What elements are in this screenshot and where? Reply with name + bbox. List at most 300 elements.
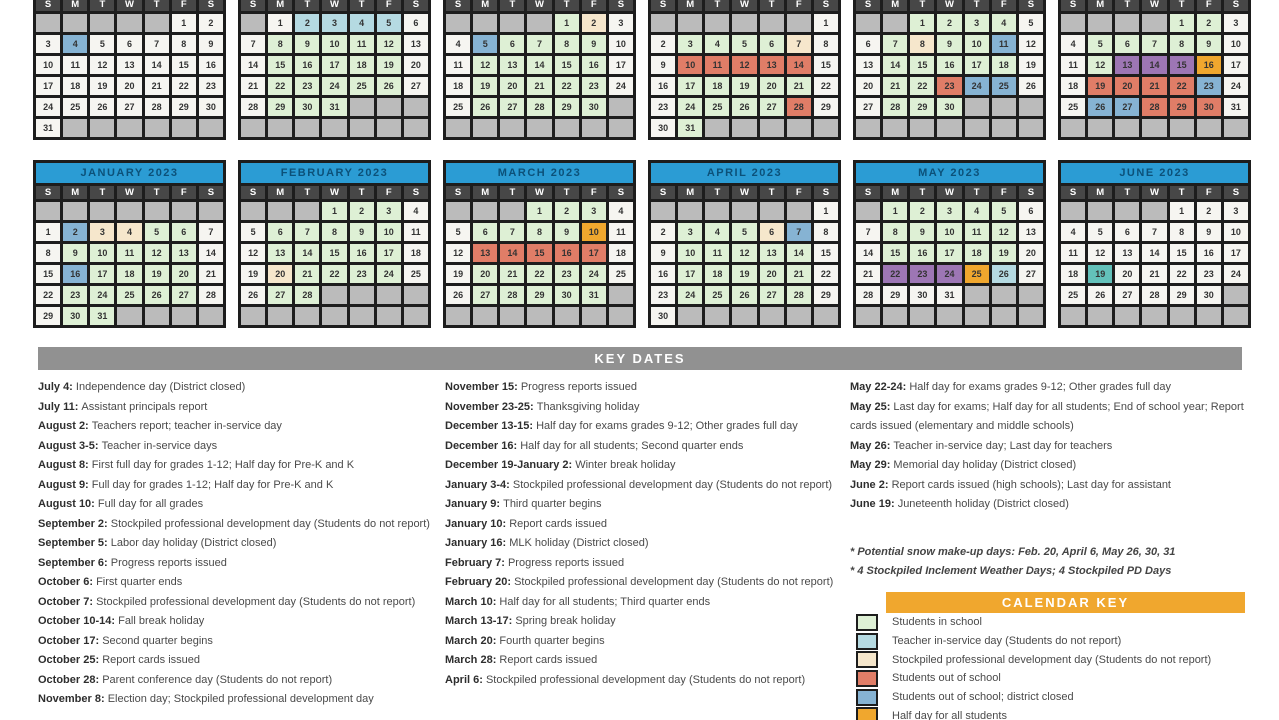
day-cell: 7 xyxy=(500,223,524,241)
day-cell: 12 xyxy=(90,56,114,74)
day-cell: 23 xyxy=(582,77,606,95)
day-cell: 2 xyxy=(63,223,87,241)
day-cell: 14 xyxy=(241,56,265,74)
day-cell: 14 xyxy=(199,244,223,262)
day-cell: 4 xyxy=(1061,223,1085,241)
day-cell: 8 xyxy=(814,223,838,241)
day-cell: 21 xyxy=(241,77,265,95)
day-cell: 17 xyxy=(90,265,114,283)
calendar-april-2023 xyxy=(648,160,841,328)
day-cell: 14 xyxy=(1142,56,1166,74)
day-cell: 10 xyxy=(1224,35,1248,53)
day-cell: 25 xyxy=(446,98,470,116)
weekday-header-cell: T xyxy=(295,186,319,199)
day-cell: 2 xyxy=(651,35,675,53)
weekday-header-cell: S xyxy=(651,186,675,199)
empty-cell xyxy=(678,14,702,32)
key-date-item xyxy=(445,612,847,632)
day-cell: 26 xyxy=(377,77,401,95)
day-cell: 11 xyxy=(992,35,1016,53)
key-date-item xyxy=(445,495,847,515)
day-cell: 5 xyxy=(732,223,756,241)
key-date-text: Spring break holiday xyxy=(515,615,616,627)
empty-cell xyxy=(404,98,428,116)
key-date-item xyxy=(445,671,847,691)
empty-cell xyxy=(992,98,1016,116)
day-cell: 8 xyxy=(268,35,292,53)
day-cell: 30 xyxy=(1197,98,1221,116)
day-cell: 2 xyxy=(1197,14,1221,32)
day-cell: 23 xyxy=(910,265,934,283)
month-grid xyxy=(648,0,841,140)
day-cell: 13 xyxy=(760,244,784,262)
day-cell: 1 xyxy=(527,202,551,220)
key-date-label: November 8: xyxy=(38,693,108,705)
key-date-item xyxy=(38,456,440,476)
key-date-text: Labor day holiday (District closed) xyxy=(110,537,277,549)
day-cell: 4 xyxy=(404,202,428,220)
day-cell: 2 xyxy=(910,202,934,220)
day-cell: 9 xyxy=(651,56,675,74)
day-cell: 11 xyxy=(350,35,374,53)
weekday-header-cell: F xyxy=(1197,186,1221,199)
weekday-header-cell: T xyxy=(90,186,114,199)
empty-cell xyxy=(678,202,702,220)
weekday-header-cell: W xyxy=(322,186,346,199)
weekday-header-cell: W xyxy=(732,0,756,11)
weekday-header-cell: S xyxy=(36,0,60,11)
day-cell: 23 xyxy=(651,286,675,304)
day-cell: 11 xyxy=(63,56,87,74)
weekday-header-cell: S xyxy=(814,186,838,199)
day-cell: 9 xyxy=(582,35,606,53)
weekday-header-cell: W xyxy=(1142,186,1166,199)
day-cell: 8 xyxy=(555,35,579,53)
day-cell: 18 xyxy=(992,56,1016,74)
day-cell: 1 xyxy=(910,14,934,32)
key-date-label: August 8: xyxy=(38,459,92,471)
footnote: * Potential snow make-up days: Feb. 20, April 6, May 26, 30, 31 xyxy=(850,545,1176,558)
key-date-item xyxy=(38,612,440,632)
day-cell: 7 xyxy=(199,223,223,241)
day-cell: 3 xyxy=(36,35,60,53)
day-cell: 26 xyxy=(732,98,756,116)
day-cell: 13 xyxy=(268,244,292,262)
day-cell: 30 xyxy=(63,307,87,325)
empty-cell xyxy=(1197,307,1221,325)
day-cell: 19 xyxy=(1088,265,1112,283)
weekday-header-cell: F xyxy=(992,0,1016,11)
legend-swatch-red xyxy=(856,670,878,687)
key-date-label: February 20: xyxy=(445,576,515,588)
empty-cell xyxy=(1170,307,1194,325)
empty-cell xyxy=(965,307,989,325)
empty-cell xyxy=(856,202,880,220)
weekday-header-cell: T xyxy=(90,0,114,11)
day-cell: 30 xyxy=(555,286,579,304)
day-cell: 24 xyxy=(678,286,702,304)
empty-cell xyxy=(145,119,169,137)
day-cell: 8 xyxy=(1170,223,1194,241)
weekday-header-cell: F xyxy=(582,186,606,199)
key-dates-column-2 xyxy=(445,378,847,690)
weekday-header-cell: T xyxy=(350,186,374,199)
empty-cell xyxy=(322,307,346,325)
day-cell: 6 xyxy=(473,223,497,241)
legend-item xyxy=(856,613,1245,632)
day-cell: 19 xyxy=(1019,56,1043,74)
empty-cell xyxy=(1115,202,1139,220)
day-cell: 31 xyxy=(36,119,60,137)
day-cell: 1 xyxy=(555,14,579,32)
weekday-header-cell: F xyxy=(377,186,401,199)
day-cell: 14 xyxy=(883,56,907,74)
day-cell: 15 xyxy=(322,244,346,262)
key-date-text: Fourth quarter begins xyxy=(499,634,605,647)
day-cell: 24 xyxy=(36,98,60,116)
day-cell: 23 xyxy=(295,77,319,95)
day-cell: 15 xyxy=(555,56,579,74)
key-date-label: October 6: xyxy=(38,576,97,588)
calendar-top-6 xyxy=(1058,0,1251,140)
day-cell: 28 xyxy=(856,286,880,304)
weekday-header-cell: S xyxy=(1061,186,1085,199)
empty-cell xyxy=(609,286,633,304)
key-date-item xyxy=(445,456,847,476)
day-cell: 3 xyxy=(582,202,606,220)
weekday-header-cell: T xyxy=(555,0,579,11)
weekday-header-cell: T xyxy=(500,186,524,199)
key-date-label: December 13-15: xyxy=(445,420,537,432)
empty-cell xyxy=(787,119,811,137)
day-cell: 10 xyxy=(36,56,60,74)
empty-cell xyxy=(268,119,292,137)
empty-cell xyxy=(992,119,1016,137)
month-grid xyxy=(648,183,841,328)
day-cell: 11 xyxy=(446,56,470,74)
empty-cell xyxy=(678,307,702,325)
day-cell: 21 xyxy=(1142,265,1166,283)
legend-swatch-green xyxy=(856,614,878,631)
key-date-text: Thanksgiving holiday xyxy=(536,400,640,413)
key-date-item xyxy=(445,515,847,535)
key-date-item xyxy=(38,671,440,691)
weekday-header-cell: T xyxy=(965,0,989,11)
day-cell: 16 xyxy=(651,77,675,95)
day-cell: 5 xyxy=(992,202,1016,220)
key-date-text: Report cards issued xyxy=(509,517,608,530)
empty-cell xyxy=(404,119,428,137)
day-cell: 22 xyxy=(1170,265,1194,283)
empty-cell xyxy=(1142,202,1166,220)
weekday-header-cell: F xyxy=(582,0,606,11)
month-title: MAY 2023 xyxy=(853,160,1046,183)
weekday-header-cell: M xyxy=(1088,0,1112,11)
day-cell: 12 xyxy=(1088,244,1112,262)
weekday-header-cell: M xyxy=(883,0,907,11)
weekday-header-cell: S xyxy=(609,186,633,199)
day-cell: 9 xyxy=(295,35,319,53)
day-cell: 3 xyxy=(937,202,961,220)
legend-label: Students out of school; district closed xyxy=(892,691,1074,704)
month-title: JANUARY 2023 xyxy=(33,160,226,183)
empty-cell xyxy=(937,307,961,325)
weekday-header-cell: M xyxy=(678,186,702,199)
day-cell: 31 xyxy=(322,98,346,116)
key-date-label: December 16: xyxy=(445,439,521,452)
empty-cell xyxy=(1019,286,1043,304)
key-date-item xyxy=(38,593,440,613)
day-cell: 10 xyxy=(965,35,989,53)
day-cell: 2 xyxy=(651,223,675,241)
day-cell: 28 xyxy=(1142,286,1166,304)
day-cell: 12 xyxy=(992,223,1016,241)
weekday-header-cell: W xyxy=(1142,0,1166,11)
key-date-text: Progress reports issued xyxy=(520,381,637,393)
empty-cell xyxy=(446,14,470,32)
day-cell: 1 xyxy=(1170,14,1194,32)
empty-cell xyxy=(555,307,579,325)
key-date-item xyxy=(38,632,440,652)
empty-cell xyxy=(814,307,838,325)
empty-cell xyxy=(856,14,880,32)
day-cell: 19 xyxy=(473,77,497,95)
weekday-header-cell: T xyxy=(910,186,934,199)
key-date-label: August 10: xyxy=(38,498,98,510)
weekday-header-cell: S xyxy=(856,0,880,11)
day-cell: 30 xyxy=(651,307,675,325)
day-cell: 16 xyxy=(1197,56,1221,74)
day-cell: 11 xyxy=(404,223,428,241)
day-cell: 2 xyxy=(937,14,961,32)
empty-cell xyxy=(760,119,784,137)
day-cell: 24 xyxy=(1224,77,1248,95)
empty-cell xyxy=(527,307,551,325)
day-cell: 26 xyxy=(1088,98,1112,116)
day-cell: 29 xyxy=(883,286,907,304)
day-cell: 6 xyxy=(404,14,428,32)
day-cell: 5 xyxy=(1088,35,1112,53)
weekday-header-cell: W xyxy=(732,186,756,199)
day-cell: 26 xyxy=(732,286,756,304)
key-date-label: November 23-25: xyxy=(445,400,537,413)
weekday-header-cell: S xyxy=(1224,186,1248,199)
weekday-header-cell: S xyxy=(1019,0,1043,11)
weekday-header-cell: S xyxy=(199,0,223,11)
day-cell: 15 xyxy=(883,244,907,262)
day-cell: 28 xyxy=(883,98,907,116)
calendar-february-2023 xyxy=(238,160,431,328)
empty-cell xyxy=(965,286,989,304)
day-cell: 20 xyxy=(268,265,292,283)
empty-cell xyxy=(1019,119,1043,137)
day-cell: 31 xyxy=(90,307,114,325)
day-cell: 29 xyxy=(910,98,934,116)
key-date-text: MLK holiday (District closed) xyxy=(509,537,649,549)
weekday-header-cell: T xyxy=(705,0,729,11)
day-cell: 21 xyxy=(295,265,319,283)
key-date-item xyxy=(38,398,440,418)
weekday-header-cell: T xyxy=(760,186,784,199)
empty-cell xyxy=(404,307,428,325)
day-cell: 28 xyxy=(527,98,551,116)
day-cell: 26 xyxy=(1019,77,1043,95)
day-cell: 27 xyxy=(760,98,784,116)
day-cell: 18 xyxy=(446,77,470,95)
empty-cell xyxy=(787,14,811,32)
weekday-header-cell: T xyxy=(350,0,374,11)
day-cell: 27 xyxy=(500,98,524,116)
key-date-item xyxy=(38,378,440,398)
empty-cell xyxy=(1115,307,1139,325)
weekday-header-cell: M xyxy=(678,0,702,11)
empty-cell xyxy=(705,202,729,220)
day-cell: 29 xyxy=(1170,286,1194,304)
day-cell: 15 xyxy=(527,244,551,262)
weekday-header-cell: T xyxy=(1170,0,1194,11)
day-cell: 6 xyxy=(856,35,880,53)
empty-cell xyxy=(883,119,907,137)
day-cell: 21 xyxy=(145,77,169,95)
weekday-header-cell: T xyxy=(145,186,169,199)
empty-cell xyxy=(1197,119,1221,137)
key-date-text: Stockpiled professional development day (Students do not report) xyxy=(110,517,430,530)
key-date-label: August 3-5: xyxy=(38,439,102,452)
weekday-header-cell: W xyxy=(117,186,141,199)
day-cell: 7 xyxy=(145,35,169,53)
day-cell: 30 xyxy=(582,98,606,116)
key-date-text: Teachers report; teacher in-service day xyxy=(91,420,282,432)
empty-cell xyxy=(446,307,470,325)
day-cell: 11 xyxy=(1061,244,1085,262)
day-cell: 24 xyxy=(322,77,346,95)
empty-cell xyxy=(705,119,729,137)
empty-cell xyxy=(609,307,633,325)
weekday-header-cell: T xyxy=(965,186,989,199)
empty-cell xyxy=(145,14,169,32)
calendar-march-2023 xyxy=(443,160,636,328)
day-cell: 23 xyxy=(555,265,579,283)
month-title: APRIL 2023 xyxy=(648,160,841,183)
day-cell: 17 xyxy=(965,56,989,74)
day-cell: 6 xyxy=(1115,35,1139,53)
day-cell: 28 xyxy=(787,98,811,116)
day-cell: 3 xyxy=(609,14,633,32)
key-date-label: October 25: xyxy=(38,654,103,666)
day-cell: 21 xyxy=(787,77,811,95)
day-cell: 13 xyxy=(404,35,428,53)
legend-label: Students out of school xyxy=(892,672,1001,685)
weekday-header-cell: S xyxy=(609,0,633,11)
key-date-text: First full day for grades 1-12; Half day for Pre-K and K xyxy=(91,459,355,471)
key-date-text: Teacher in-service day; Last day for teachers xyxy=(893,439,1113,452)
key-date-label: May 29: xyxy=(850,459,894,471)
empty-cell xyxy=(322,286,346,304)
weekday-header-cell: T xyxy=(1115,186,1139,199)
key-date-text: Memorial day holiday (District closed) xyxy=(893,459,1077,471)
day-cell: 7 xyxy=(787,35,811,53)
empty-cell xyxy=(199,202,223,220)
day-cell: 27 xyxy=(856,98,880,116)
empty-cell xyxy=(350,119,374,137)
key-date-text: Report cards issued xyxy=(102,654,201,666)
empty-cell xyxy=(199,307,223,325)
weekday-header-cell: T xyxy=(760,0,784,11)
key-date-text: Stockpiled professional development day (Students do not report) xyxy=(514,576,834,588)
weekday-header-cell: F xyxy=(787,0,811,11)
empty-cell xyxy=(1170,119,1194,137)
day-cell: 25 xyxy=(705,286,729,304)
day-cell: 17 xyxy=(377,244,401,262)
day-cell: 8 xyxy=(322,223,346,241)
empty-cell xyxy=(1088,307,1112,325)
day-cell: 13 xyxy=(500,56,524,74)
month-grid xyxy=(33,0,226,140)
weekday-header-cell: W xyxy=(937,186,961,199)
day-cell: 8 xyxy=(527,223,551,241)
day-cell: 3 xyxy=(1224,202,1248,220)
day-cell: 15 xyxy=(172,56,196,74)
key-date-label: March 10: xyxy=(445,595,500,608)
day-cell: 5 xyxy=(732,35,756,53)
empty-cell xyxy=(1224,286,1248,304)
empty-cell xyxy=(732,119,756,137)
weekday-header-cell: S xyxy=(651,0,675,11)
day-cell: 28 xyxy=(241,98,265,116)
empty-cell xyxy=(241,14,265,32)
empty-cell xyxy=(965,98,989,116)
weekday-header-cell: W xyxy=(527,0,551,11)
day-cell: 17 xyxy=(322,56,346,74)
empty-cell xyxy=(446,202,470,220)
day-cell: 13 xyxy=(1115,56,1139,74)
key-date-text: Assistant principals report xyxy=(81,400,208,413)
day-cell: 18 xyxy=(350,56,374,74)
day-cell: 22 xyxy=(910,77,934,95)
empty-cell xyxy=(377,307,401,325)
calendar-key-panel xyxy=(856,592,1245,720)
day-cell: 8 xyxy=(172,35,196,53)
key-date-label: August 2: xyxy=(38,420,92,432)
day-cell: 9 xyxy=(555,223,579,241)
day-cell: 8 xyxy=(1170,35,1194,53)
day-cell: 16 xyxy=(350,244,374,262)
weekday-header-cell: S xyxy=(404,186,428,199)
day-cell: 17 xyxy=(1224,56,1248,74)
empty-cell xyxy=(117,119,141,137)
day-cell: 19 xyxy=(732,77,756,95)
day-cell: 27 xyxy=(473,286,497,304)
weekday-header-cell: M xyxy=(1088,186,1112,199)
day-cell: 23 xyxy=(1197,265,1221,283)
day-cell: 18 xyxy=(404,244,428,262)
month-grid xyxy=(443,0,636,140)
day-cell: 28 xyxy=(500,286,524,304)
key-date-text: Election day; Stockpiled professional development day xyxy=(107,693,374,705)
empty-cell xyxy=(732,14,756,32)
day-cell: 13 xyxy=(1115,244,1139,262)
day-cell: 30 xyxy=(651,119,675,137)
day-cell: 26 xyxy=(992,265,1016,283)
day-cell: 6 xyxy=(500,35,524,53)
empty-cell xyxy=(350,98,374,116)
empty-cell xyxy=(910,307,934,325)
day-cell: 5 xyxy=(377,14,401,32)
day-cell: 27 xyxy=(1115,286,1139,304)
day-cell: 13 xyxy=(760,56,784,74)
day-cell: 2 xyxy=(1197,202,1221,220)
key-date-item xyxy=(445,398,847,418)
